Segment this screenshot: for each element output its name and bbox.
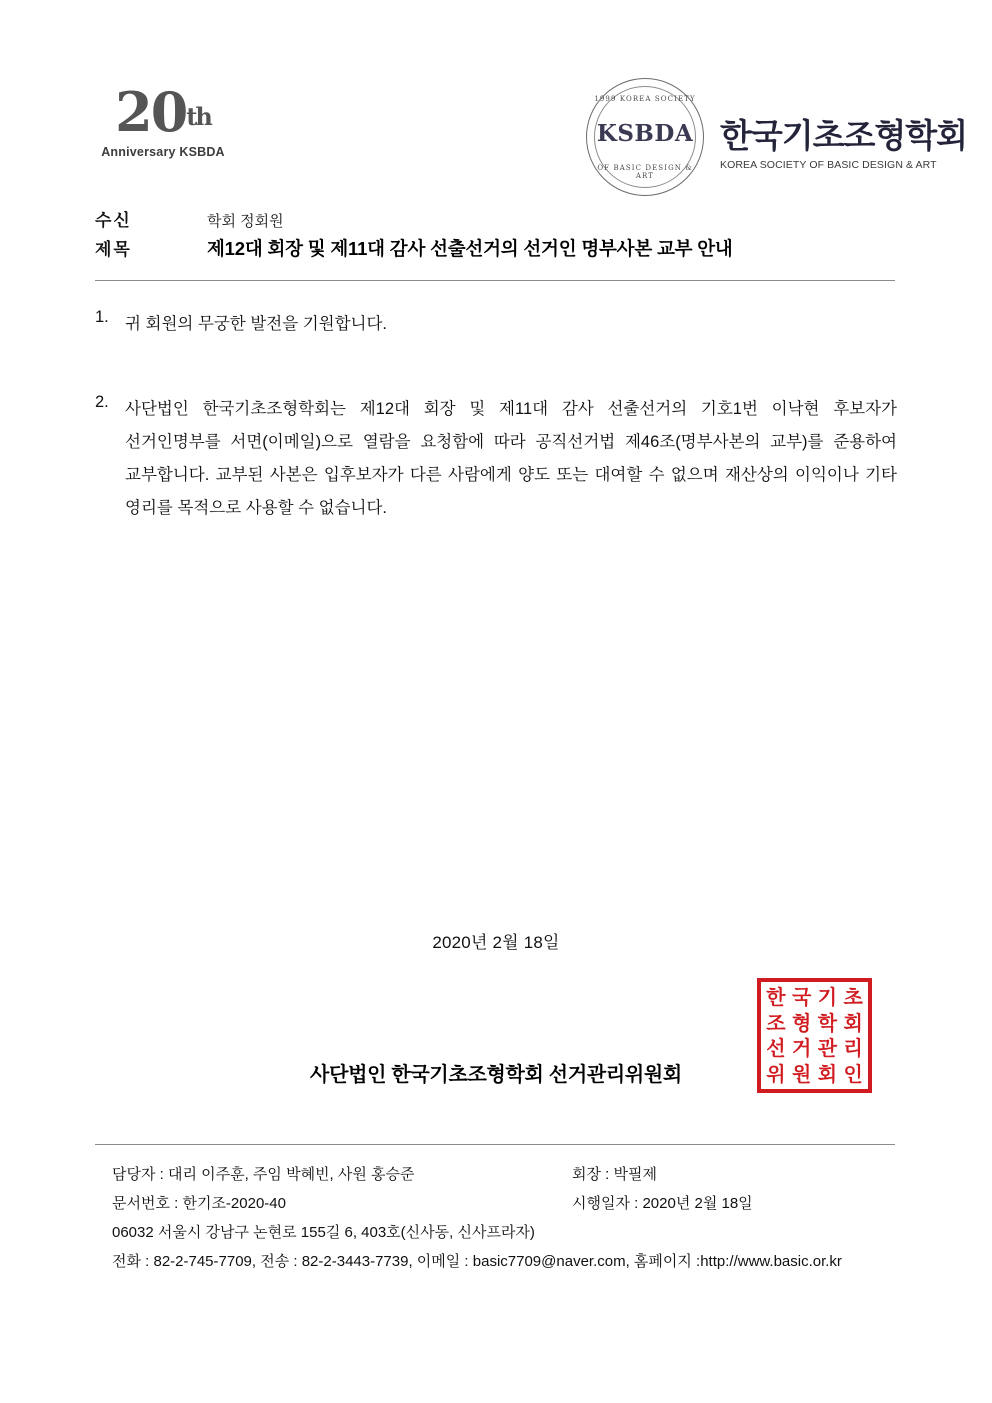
stamp-char: 회: [817, 1062, 838, 1087]
stamp-char: 초: [843, 984, 863, 1009]
recipient-value: 학회 정회원: [207, 213, 284, 230]
seal-acronym: KSBDA: [596, 120, 694, 147]
subject-row: [95, 235, 895, 261]
paragraph-1: [95, 308, 897, 341]
footer-staff: 담당자 : 대리 이주훈, 주임 박혜빈, 사원 홍승준: [112, 1166, 415, 1183]
society-name-block: [720, 104, 967, 171]
subject-label: 제목: [95, 240, 132, 259]
stamp-char: 조: [766, 1010, 786, 1035]
footer-divider: [95, 1144, 895, 1145]
anniversary-mark: [88, 82, 238, 147]
paragraph-2-text: 사단법인 한국기초조형학회는 제12대 회장 및 제11대 감사 선출선거의 기호1번 이낙현 후보자가 선거인명부를 서면(이메일)으로 열람을 요청함에 따라 공직선거법 제46조(명부사본의 교부)를 준용하여 교부합니다. 교부된 사본은 입후보자가 다른 사람에게 양도 또는 대여할 수 없으며 재산상의 이익이나 기타 영리를 목적으로 사용할 수 없습니다.: [125, 400, 897, 517]
document-meta: [95, 206, 895, 265]
stamp-char: 선: [766, 1036, 786, 1061]
paragraph-2: [95, 393, 897, 525]
seal-arc-top-text: 1999 KOREA SOCIETY: [594, 95, 696, 103]
document-body: [95, 308, 897, 577]
document-date: 2020년 2월 18일: [432, 933, 560, 952]
anniversary-suffix: th: [186, 102, 211, 131]
recipient-row: [95, 206, 895, 231]
stamp-char: 위: [766, 1062, 786, 1087]
header-divider: [95, 280, 895, 281]
footer-contact: 전화 : 82-2-745-7709, 전송 : 82-2-3443-7739, 이메일 : basic7709@naver.com, 홈페이지 :http://www.basic.or.kr: [112, 1253, 842, 1270]
society-logo: [586, 78, 967, 196]
society-name-korean: 한국기초조형학회: [720, 116, 968, 154]
footer-address: 06032 서울시 강남구 논현로 155길 6, 403호(신사동, 신사프라자): [112, 1224, 535, 1241]
stamp-char: 기: [817, 984, 838, 1009]
stamp-char: 인: [843, 1062, 863, 1087]
society-name-english: KOREA SOCIETY OF BASIC DESIGN & ART: [720, 158, 937, 171]
anniversary-logo: [88, 82, 238, 159]
footer-effective-date: 시행일자 : 2020년 2월 18일: [572, 1195, 753, 1212]
document-header: [0, 0, 992, 180]
paragraph-1-text: 귀 회원의 무궁한 발전을 기원합니다.: [125, 315, 388, 333]
footer-doc-number: 문서번호 : 한기조-2020-40: [112, 1195, 286, 1212]
society-seal-icon: [586, 78, 704, 196]
official-stamp-icon: [757, 978, 872, 1093]
anniversary-caption: Anniversary KSBDA: [101, 145, 225, 159]
stamp-char: 리: [843, 1036, 863, 1061]
footer-row-2: [112, 1189, 902, 1218]
paragraph-1-number: 1.: [95, 308, 109, 326]
stamp-char: 관: [817, 1036, 838, 1061]
footer-row-1: [112, 1160, 902, 1189]
stamp-char: 국: [791, 984, 812, 1009]
document-footer: [112, 1160, 902, 1276]
stamp-char: 한: [766, 984, 786, 1009]
stamp-char: 회: [843, 1010, 863, 1035]
seal-arc-bottom-text: OF BASIC DESIGN & ART: [597, 164, 693, 180]
signature-organization: 사단법인 한국기초조형학회 선거관리위원회: [310, 1064, 682, 1086]
stamp-char: 원: [791, 1062, 812, 1087]
footer-president: 회장 : 박필제: [572, 1166, 657, 1183]
stamp-char: 형: [791, 1010, 812, 1035]
stamp-char: 학: [817, 1010, 838, 1035]
anniversary-number: 20: [115, 80, 187, 144]
recipient-label: 수신: [95, 211, 132, 230]
paragraph-2-number: 2.: [95, 393, 109, 411]
stamp-char: 거: [791, 1036, 812, 1061]
subject-value: 제12대 회장 및 제11대 감사 선출선거의 선거인 명부사본 교부 안내: [207, 238, 733, 259]
